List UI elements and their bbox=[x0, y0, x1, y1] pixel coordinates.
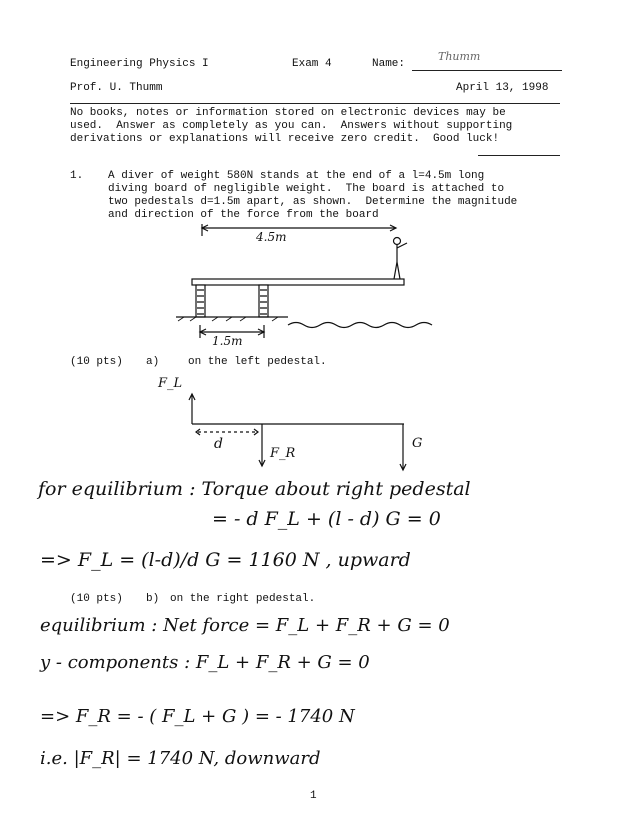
part-b-points: (10 pts) bbox=[70, 593, 123, 605]
exam-date: April 13, 1998 bbox=[456, 82, 549, 94]
part-b-text: on the right pedestal. bbox=[170, 593, 316, 605]
part-a-text: on the left pedestal. bbox=[188, 356, 327, 368]
page-number: 1 bbox=[310, 790, 317, 802]
part-a-points: (10 pts) bbox=[70, 356, 123, 368]
instructions-line-3: derivations or explanations will receive zero credit. Good luck! bbox=[70, 133, 500, 145]
label-fl: F_L bbox=[158, 376, 183, 391]
problem-text-4: and direction of the force from the board bbox=[108, 209, 379, 221]
solution-b-line-3: => F_R = - ( F_L + G ) = - 1740 N bbox=[40, 706, 355, 727]
instructions-line-1: No books, notes or information stored on electronic devices may be bbox=[70, 107, 506, 119]
part-a-letter: a) bbox=[146, 356, 160, 368]
label-d: d bbox=[214, 436, 223, 452]
problem-text-3: two pedestals d=1.5m apart, as shown. Determine the magnitude bbox=[108, 196, 518, 208]
label-g: G bbox=[412, 436, 423, 451]
name-handwritten: Thumm bbox=[438, 50, 481, 63]
problem-text-2: diving board of negligible weight. The board is attached to bbox=[108, 183, 505, 195]
label-fr: F_R bbox=[270, 446, 296, 461]
professor: Prof. U. Thumm bbox=[70, 82, 163, 94]
part-b-letter: b) bbox=[146, 593, 160, 605]
figure-separation-label: 1.5m bbox=[212, 334, 243, 348]
solution-b-line-1: equilibrium : Net force = F_L + F_R + G = 0 bbox=[40, 615, 450, 636]
instructions-line-2: used. Answer as completely as you can. Answers without supporting bbox=[70, 120, 513, 132]
solution-a-line-3: => F_L = (l-d)/d G = 1160 N , upward bbox=[40, 549, 411, 571]
name-label: Name: bbox=[372, 58, 406, 70]
solution-a-line-2: = - d F_L + (l - d) G = 0 bbox=[212, 508, 441, 530]
problem-text-1: A diver of weight 580N stands at the end of a l=4.5m long bbox=[108, 170, 485, 182]
problem-number: 1. bbox=[70, 170, 84, 182]
solution-a-line-1: for equilibrium : Torque about right pedestal bbox=[38, 478, 471, 500]
course-title: Engineering Physics I bbox=[70, 58, 209, 70]
figure-length-label: 4.5m bbox=[256, 230, 287, 244]
solution-b-line-4: i.e. |F_R| = 1740 N, downward bbox=[40, 748, 321, 769]
exam-label: Exam 4 bbox=[292, 58, 332, 70]
solution-b-line-2: y - components : F_L + F_R + G = 0 bbox=[40, 652, 370, 673]
